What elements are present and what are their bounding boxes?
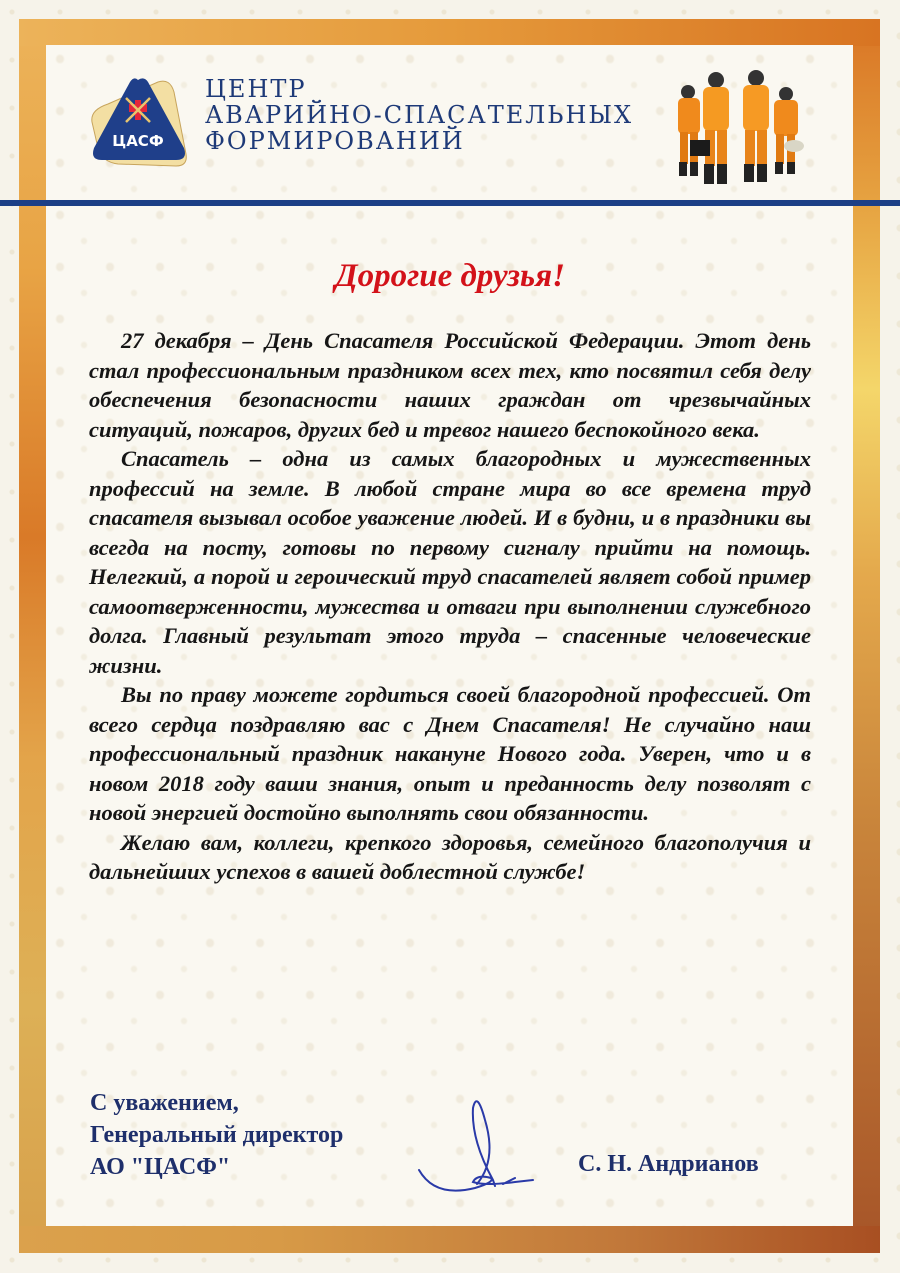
signature-icon (415, 1090, 565, 1205)
letter-paragraph-4: Желаю вам, коллеги, крепкого здоровья, семейного благополучия и дальнейших успехов в вашей доблестной службе! (89, 829, 811, 884)
frame-top-edge (19, 19, 880, 46)
signer-title: Генеральный директор (90, 1122, 344, 1148)
organization-name (205, 76, 633, 154)
signer-name: С. Н. Андрианов (578, 1151, 759, 1177)
casf-logo (88, 74, 188, 170)
letter-paragraph-3: Вы по праву можете гордиться своей благородной профессией. От всего сердца поздравляю вас с Днем Спасателя! Не случайно наш профессиональный праздник накануне Нового года. Уверен, что и в новом 2018 году ваши знания, опыт и преданность делу позволят с новой энергией достойно выполнять свои обязанности. (89, 682, 811, 825)
closing-salutation: С уважением, (90, 1090, 239, 1116)
signer-company: АО "ЦАСФ" (90, 1154, 231, 1180)
frame-bottom-edge (19, 1226, 880, 1253)
svg-text:ЦАСФ: ЦАСФ (112, 132, 164, 150)
letter-greeting: Дорогие друзья! (335, 258, 565, 294)
handwritten-signature (415, 1090, 565, 1205)
rescuer-figure-icon (678, 85, 700, 176)
org-name-line-1: ЦЕНТР (205, 75, 307, 103)
header-divider (0, 200, 900, 206)
logo-triangle-icon (88, 74, 188, 170)
rescuers-image (668, 62, 808, 192)
org-name-line-2: АВАРИЙНО-СПАСАТЕЛЬНЫХ (205, 101, 634, 129)
letter-paragraph-2: Спасатель – одна из самых благородных и мужественных профессий на земле. В любой стране мира во все времена труд спасателя вызывал особое уважение людей. И в будни, и в праздники вы всегда на посту, готовы по первому сигналу прийти на помощь. Нелегкий, а порой и героический труд спасателей являет собой пример самоотверженности, мужества и отваги при выполнении служебного долга. Главный результат этого труда – спасенные человеческие жизни. (89, 446, 811, 678)
letter-paragraph-1: 27 декабря – День Спасателя Российской Федерации. Этот день стал профессиональным праздником всех тех, кто посвятил себя делу обеспечения безопасности наших граждан от чрезвычайных ситуаций, пожаров, других бед и тревог нашего беспокойного века. (89, 328, 811, 442)
letter-body (89, 326, 811, 887)
org-name-line-3: ФОРМИРОВАНИЙ (205, 127, 465, 155)
closing-block (90, 1087, 343, 1183)
